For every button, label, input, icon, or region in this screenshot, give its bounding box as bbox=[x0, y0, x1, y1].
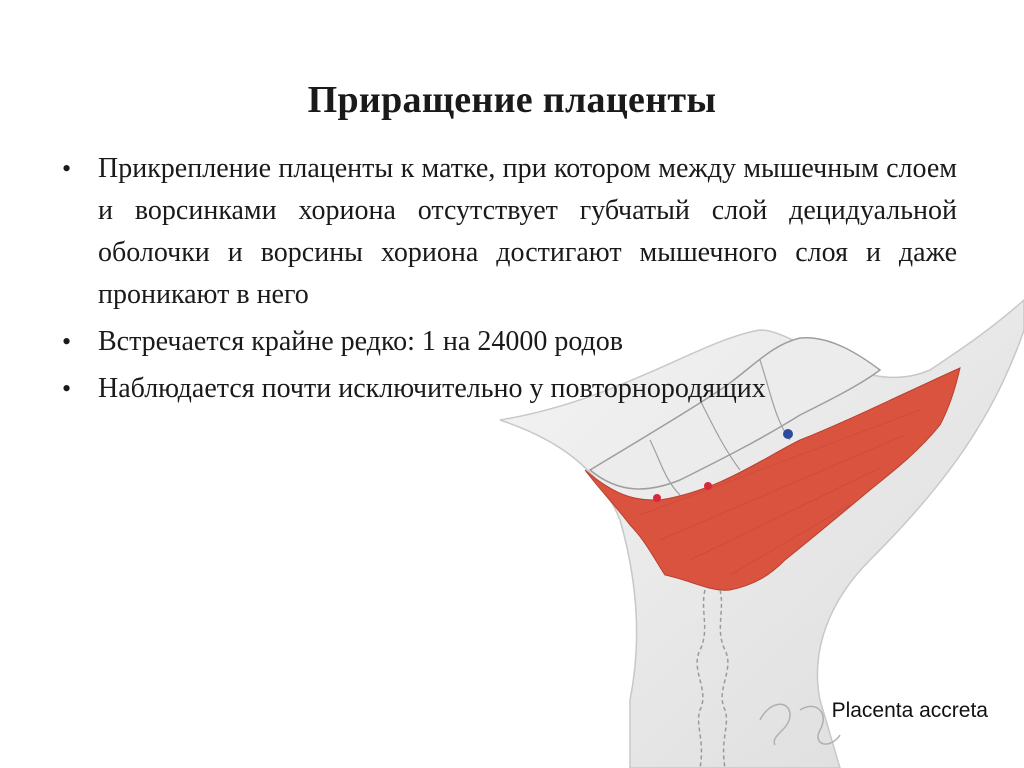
bullet-item bbox=[62, 368, 957, 410]
bullet-icon: • bbox=[62, 374, 72, 403]
bullet-text: Прикрепление плаценты к матке, при котором между мышечным слоем и ворсинками хориона отсутствует губчатый слой децидуальной оболочки и ворсины хориона достигают мышечного слоя и даже проникают в него bbox=[98, 153, 957, 310]
vessel-red bbox=[653, 494, 661, 502]
bullet-item bbox=[62, 148, 957, 316]
bullet-text: Встречается крайне редко: 1 на 24000 родов bbox=[98, 326, 623, 357]
bullet-icon: • bbox=[62, 154, 72, 183]
bullet-item bbox=[62, 321, 957, 363]
figure-caption: Placenta accreta bbox=[831, 699, 988, 722]
vessel-red bbox=[704, 482, 712, 490]
bullet-text: Наблюдается почти исключительно у повторнородящих bbox=[98, 373, 766, 404]
bullet-list bbox=[62, 148, 957, 415]
bullet-icon: • bbox=[62, 327, 72, 356]
slide-title: Приращение плаценты bbox=[307, 79, 717, 121]
vessel-blue bbox=[783, 429, 793, 439]
